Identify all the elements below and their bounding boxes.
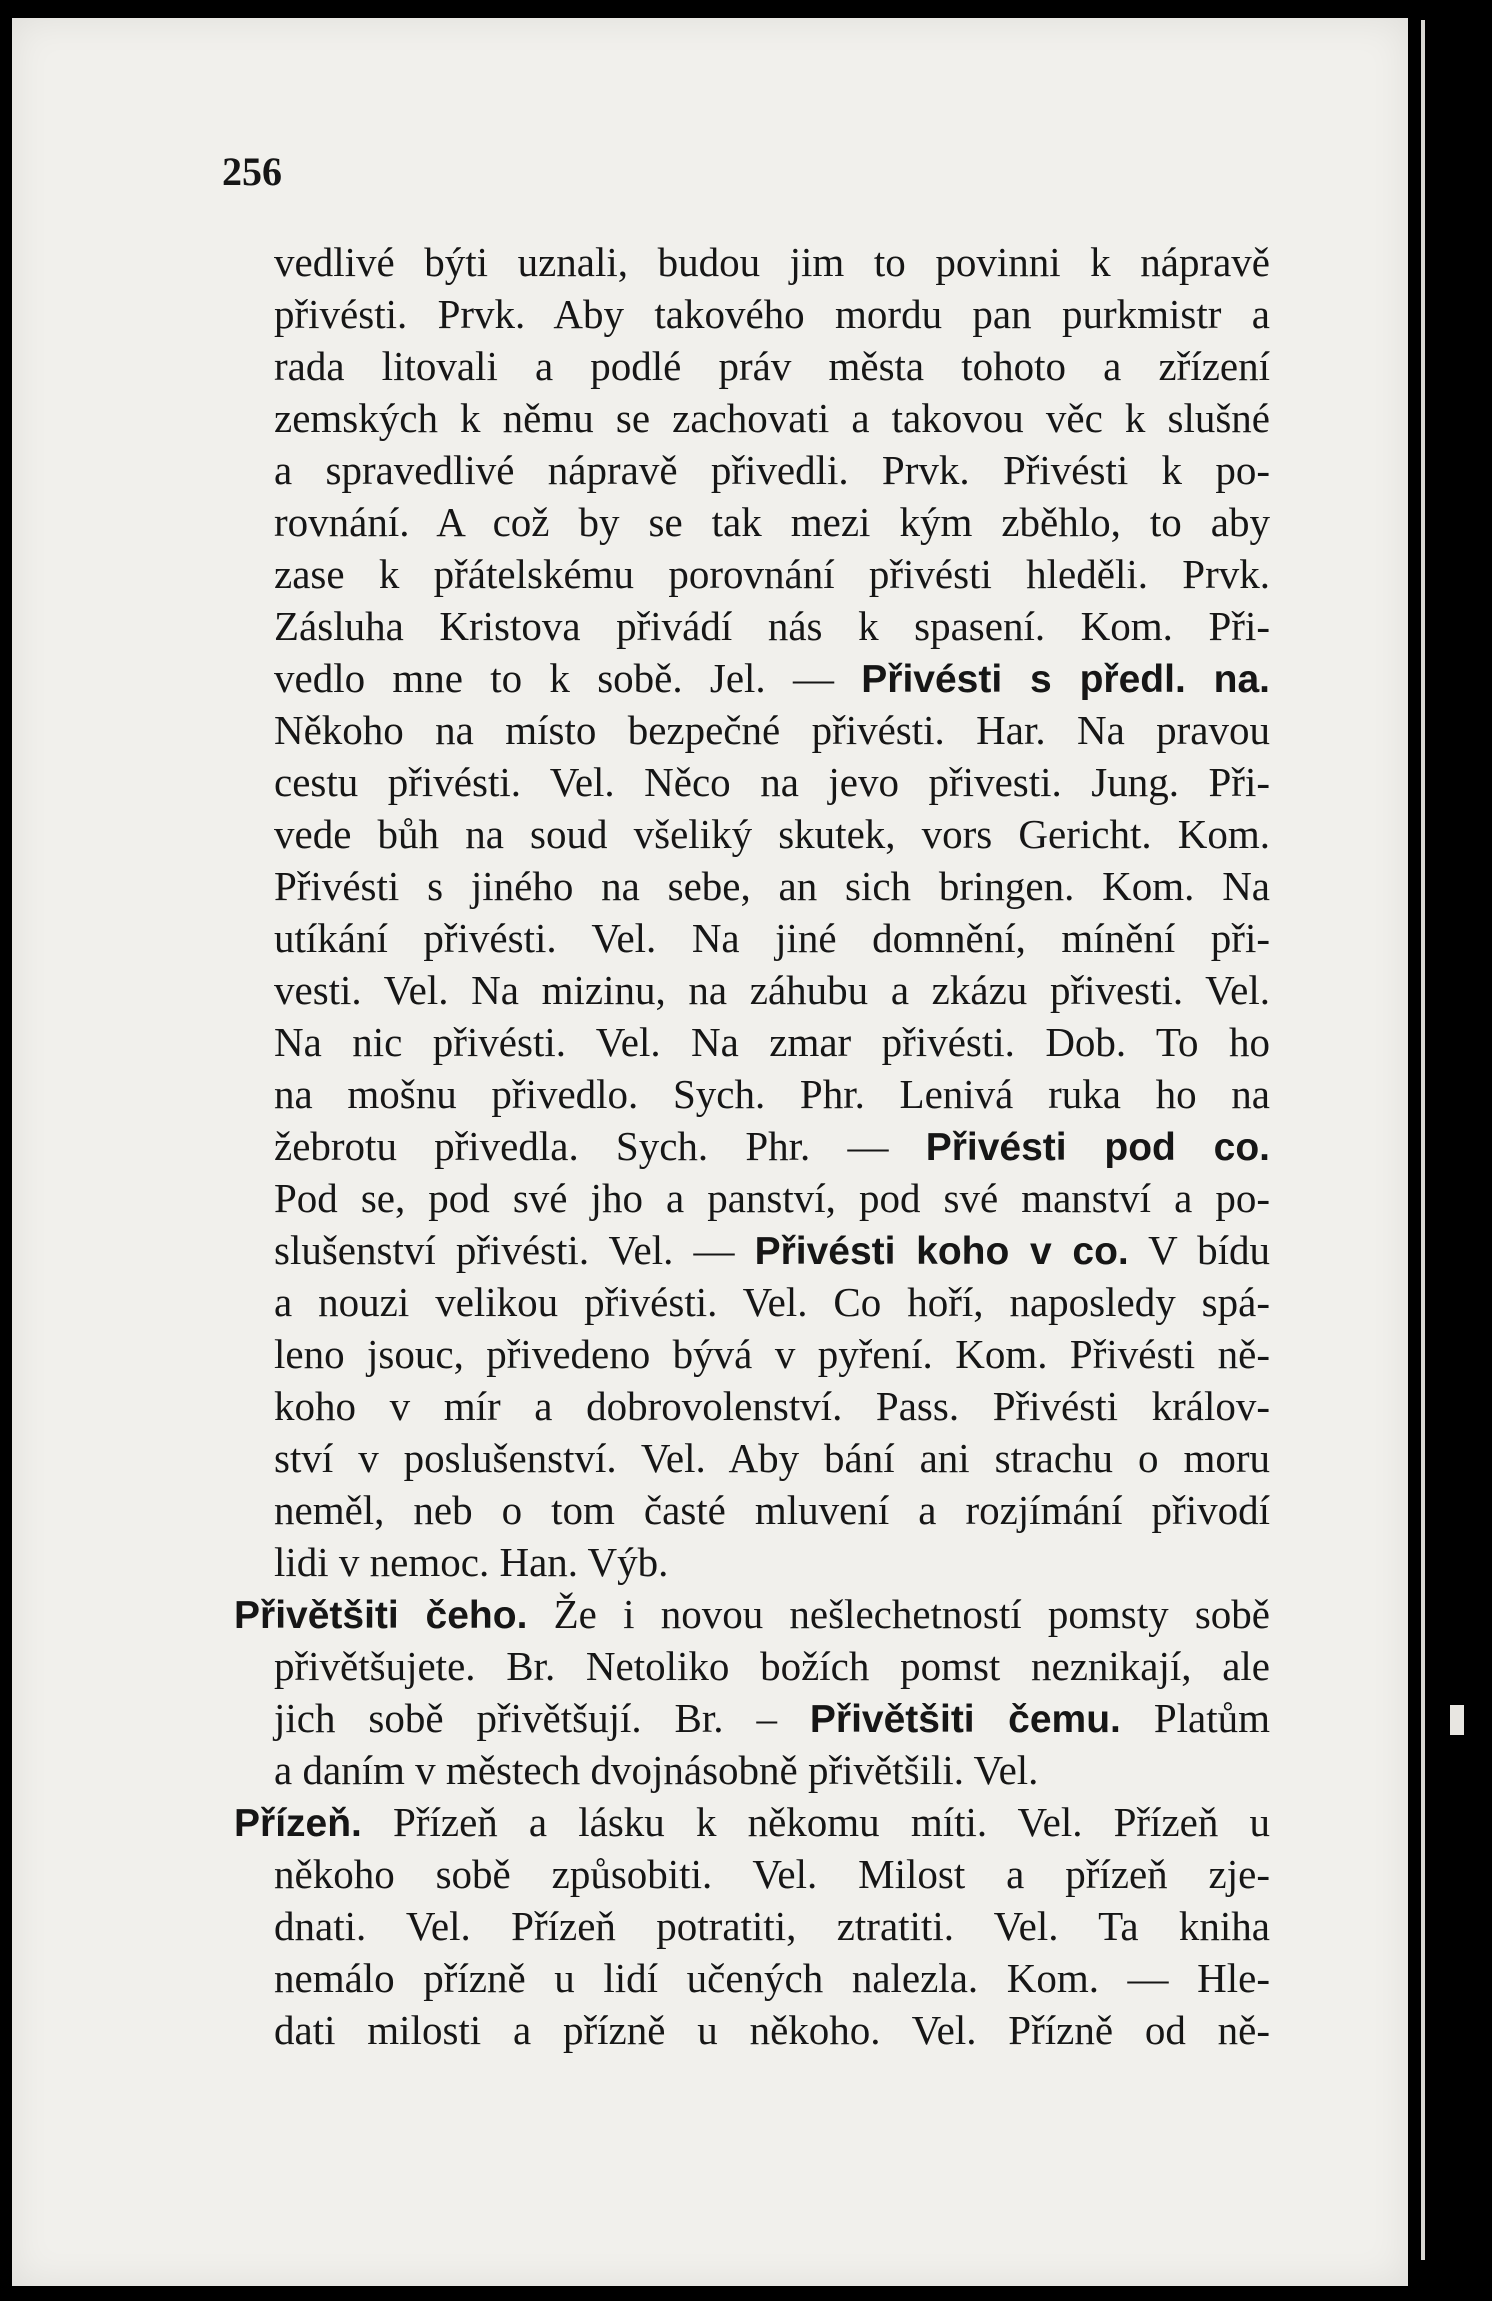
subentry-heading: Přivésti koho v co. <box>754 1230 1129 1273</box>
text-line: cestu přivésti. Vel. Něco na jevo přivesti. Jung. Při- <box>274 759 1270 805</box>
text-line: Přivésti s jiného na sebe, an sich bringen. Kom. Na <box>274 863 1270 909</box>
text-line <box>274 1122 1270 1170</box>
text-line: dnati. Vel. Přízeň potratiti, ztratiti. Vel. Ta kniha <box>274 1903 1270 1949</box>
subentry-heading: Přivésti s předl. na. <box>861 658 1270 701</box>
text-run: Platům <box>1120 1695 1270 1741</box>
text-run: V bídu <box>1128 1227 1270 1273</box>
text-line: utíkání přivésti. Vel. Na jiné domnění, mínění při- <box>274 915 1270 961</box>
text-line: Zásluha Kristova přivádí nás k spasení. Kom. Při- <box>274 603 1270 649</box>
text-run: žebrotu přivedla. Sych. Phr. — <box>274 1123 926 1169</box>
text-line: Pod se, pod své jho a panství, pod své manství a po- <box>274 1175 1270 1221</box>
text-line: vesti. Vel. Na mizinu, na záhubu a zkázu přivesti. Vel. <box>274 967 1270 1013</box>
text-line: zemských k němu se zachovati a takovou věc k slušné <box>274 395 1270 441</box>
text-line: rada litovali a podlé práv města tohoto a zřízení <box>274 343 1270 389</box>
page-number: 256 <box>222 149 282 194</box>
text-line: rovnání. A což by se tak mezi kým zběhlo, to aby <box>274 499 1270 545</box>
text-line: přivésti. Prvk. Aby takového mordu pan purkmistr a <box>274 291 1270 337</box>
entry-headword: Přivětšiti čeho. <box>234 1594 528 1637</box>
text-line: zase k přátelskému porovnání přivésti hleděli. Prvk. <box>274 551 1270 597</box>
text-line: leno jsouc, přivedeno bývá v pyření. Kom. Přivésti ně- <box>274 1331 1270 1377</box>
text-line: vede bůh na soud všeliký skutek, vors Gericht. Kom. <box>274 811 1270 857</box>
text-line: ství v poslušenství. Vel. Aby bání ani strachu o moru <box>274 1435 1270 1481</box>
text-line: Na nic přivésti. Vel. Na zmar přivésti. Dob. To ho <box>274 1019 1270 1065</box>
page-edge-line <box>1421 20 1425 2260</box>
text-run: vedlo mne to k sobě. Jel. — <box>274 655 862 701</box>
text-run: Přízeň a lásku k někomu míti. Vel. Přízeň u <box>361 1799 1270 1845</box>
entry-first-line <box>234 1590 1270 1638</box>
entry-first-line <box>234 1798 1270 1846</box>
text-line: někoho sobě způsobiti. Vel. Milost a přízeň zje- <box>274 1851 1270 1897</box>
text-line: koho v mír a dobrovolenství. Pass. Přivésti králov- <box>274 1383 1270 1429</box>
entry-headword: Přízeň. <box>234 1802 362 1845</box>
text-line: a nouzi velikou přivésti. Vel. Co hoří, naposledy spá- <box>274 1279 1270 1325</box>
text-line <box>274 1226 1270 1274</box>
text-line: Někoho na místo bezpečné přivésti. Har. Na pravou <box>274 707 1270 753</box>
subentry-heading: Přivésti pod co. <box>925 1126 1271 1169</box>
text-line: dati milosti a přízně u někoho. Vel. Přízně od ně- <box>274 2007 1270 2053</box>
text-line: neměl, neb o tom časté mluvení a rozjímání přivodí <box>274 1487 1270 1533</box>
text-line: na mošnu přivedlo. Sych. Phr. Lenivá ruka ho na <box>274 1071 1270 1117</box>
text-run: jich sobě přivětšují. Br. – <box>274 1695 810 1741</box>
text-line: a spravedlivé nápravě přivedli. Prvk. Přivésti k po- <box>274 447 1270 493</box>
text-line <box>274 1694 1270 1742</box>
subentry-heading: Přivětšiti čemu. <box>809 1698 1121 1741</box>
text-line: lidi v nemoc. Han. Výb. <box>274 1539 669 1585</box>
text-run: Že i novou nešlechetností pomsty sobě <box>527 1591 1270 1637</box>
text-line: nemálo přízně u lidí učených nalezla. Kom. — Hle- <box>274 1955 1270 2001</box>
text-line: a daním v městech dvojnásobně přivětšili. Vel. <box>274 1747 1039 1793</box>
page-edge-mark <box>1450 1705 1464 1735</box>
text-run: slušenství přivésti. Vel. — <box>274 1227 755 1273</box>
text-line: přivětšujete. Br. Netoliko božích pomst neznikají, ale <box>274 1643 1270 1689</box>
text-line <box>274 654 1270 702</box>
text-line: vedlivé býti uznali, budou jim to povinni k nápravě <box>274 239 1270 285</box>
